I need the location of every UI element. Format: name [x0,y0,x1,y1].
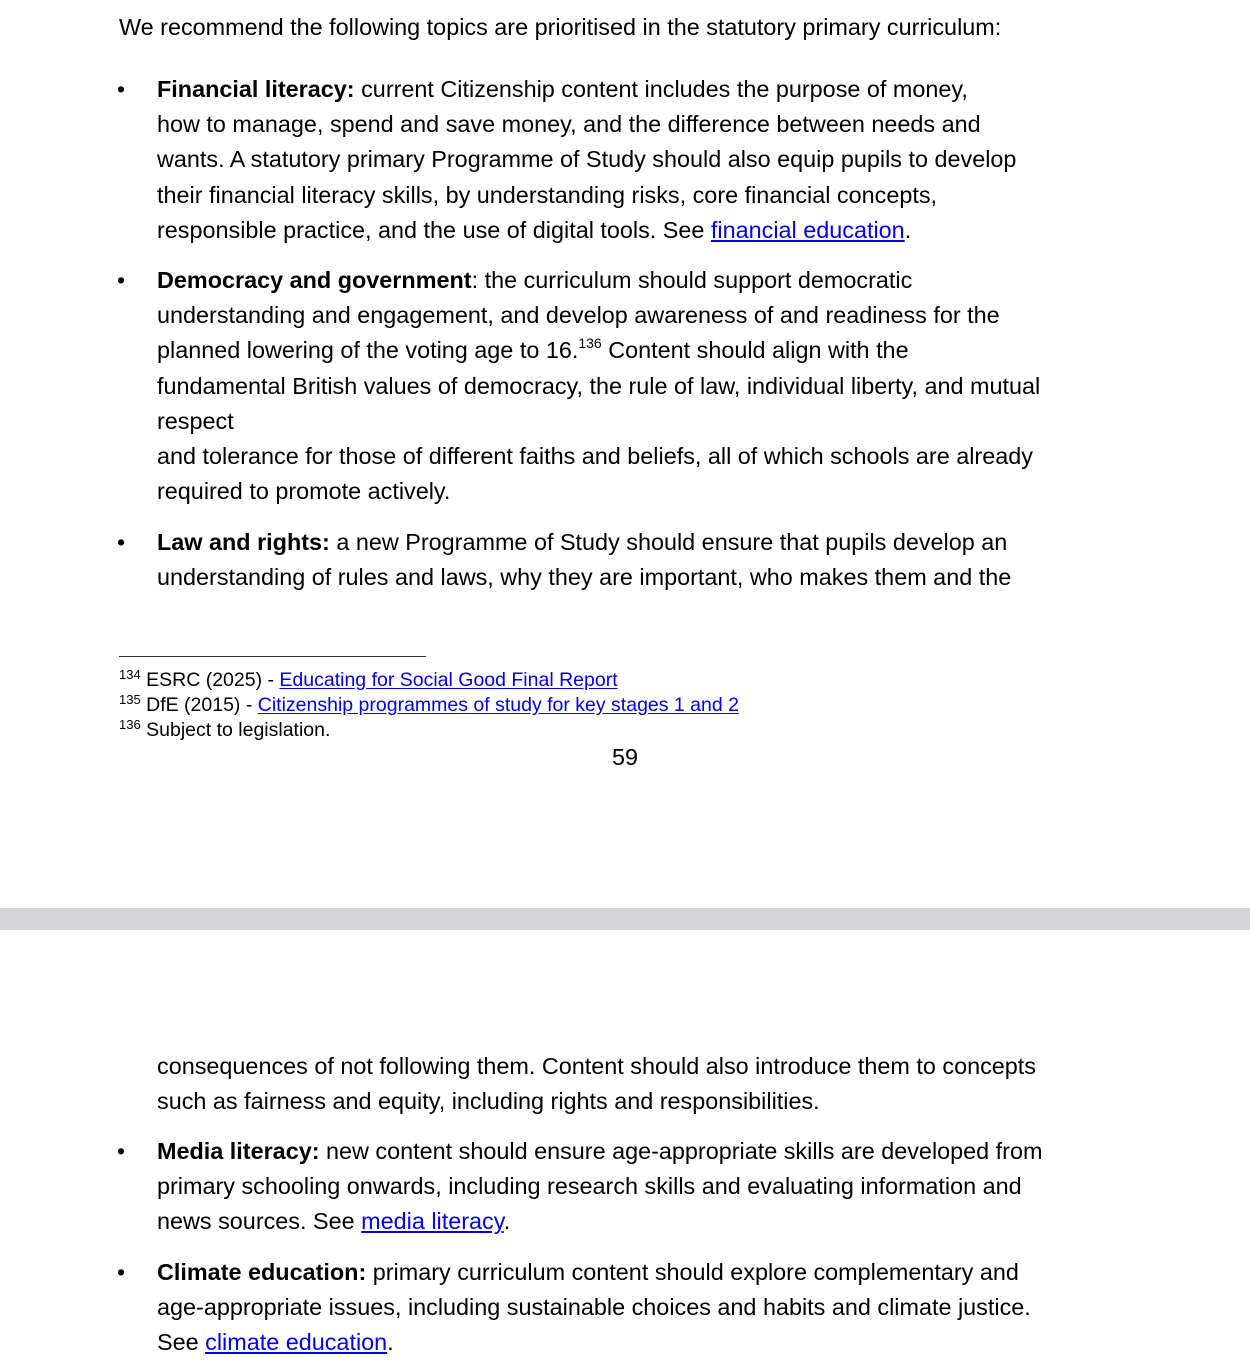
list-item-line: wants. A statutory primary Programme of Study should also equip pupils to develop [157,146,1017,173]
punctuation: . [904,216,912,243]
list-item-line [157,1134,1042,1169]
list-item-line [157,213,1016,248]
list-item-line: required to promote actively. [157,478,451,505]
list-item-line [157,72,1016,107]
item-heading: Law and rights: [157,529,330,555]
footnote-separator [119,656,426,657]
list-item-line: their financial literacy skills, by understanding risks, core financial concepts, [157,181,938,208]
intro-paragraph: We recommend the following topics are prioritised in the statutory primary curriculum: [119,14,1002,40]
footnote-number: 136 [119,717,141,732]
list-item-law-and-rights [157,525,1011,595]
list-item-law-and-rights-continued [157,1049,1036,1119]
item-heading: Democracy and government [157,267,472,293]
item-heading: Climate education: [157,1259,367,1285]
footnote-link-citizenship-programmes[interactable]: Citizenship programmes of study for key stages 1 and 2 [257,694,739,716]
list-item-line: how to manage, spend and save money, and the difference between needs and [157,111,981,138]
item-text: : the curriculum should support democratic [471,267,913,293]
list-item-media-literacy [157,1134,1042,1240]
item-text: See [157,1329,206,1356]
item-text: primary curriculum content should explore complementary and [366,1259,1019,1285]
list-item-line: respect [157,407,234,434]
list-item-line: understanding and engagement, and develop awareness of and readiness for the [157,302,1000,329]
item-text: current Citizenship content includes the purpose of money, [361,76,968,102]
list-item-line: age-appropriate issues, including sustainable choices and habits and climate justice. [157,1294,1031,1321]
list-item-line [157,1325,1031,1360]
footnote-number: 134 [119,667,141,682]
list-item-line: such as fairness and equity, including rights and responsibilities. [157,1088,820,1115]
climate-education-link[interactable]: climate education [205,1329,388,1356]
footnote-link-educating-for-social-good[interactable]: Educating for Social Good Final Report [279,669,618,691]
list-item-line: fundamental British values of democracy, the rule of law, individual liberty, and mutual [157,372,1041,399]
list-item-line: primary schooling onwards, including research skills and evaluating information and [157,1173,1022,1200]
bullet-marker: • [117,1138,126,1164]
footnote-text: ESRC (2025) - [146,669,280,691]
item-text: a new Programme of Study should ensure that pupils develop an [329,529,1008,555]
list-item-line: and tolerance for those of different faiths and beliefs, all of which schools are already [157,442,1033,469]
bullet-marker: • [117,1259,126,1285]
item-heading: Financial literacy: [157,76,355,102]
page-separator [0,908,1250,930]
footnote-text: Subject to legislation. [146,719,331,741]
footnote-text: DfE (2015) - [146,694,258,716]
item-text: planned lowering of the voting age to 16. [157,337,579,364]
list-item-climate-education [157,1255,1031,1361]
item-text: news sources. See [157,1208,362,1235]
media-literacy-link[interactable]: media literacy [361,1208,504,1235]
list-item-line [157,1255,1031,1290]
list-item-line: consequences of not following them. Content should also introduce them to concepts [157,1053,1036,1079]
item-heading: Media literacy: [157,1138,320,1164]
list-item-line [157,333,1040,368]
item-text: responsible practice, and the use of digital tools. See [157,216,711,243]
list-item-line: understanding of rules and laws, why they are important, who makes them and the [157,564,1012,591]
footnote-136 [119,718,739,743]
footnote-reference[interactable]: 136 [578,335,602,352]
item-text: new content should ensure age-appropriate skills are developed from [319,1138,1043,1164]
list-item-line [157,1204,1042,1239]
footnote-135 [119,693,739,718]
bullet-marker: • [117,529,126,555]
financial-education-link[interactable]: financial education [710,216,905,243]
footnotes [119,668,739,743]
punctuation: . [387,1329,394,1356]
footnote-134 [119,668,739,693]
bullet-marker: • [117,76,126,102]
punctuation: . [503,1208,511,1235]
list-item-line [157,263,1040,298]
page-number: 59 [611,744,639,770]
list-item-line [157,525,1011,560]
item-text: Content should align with the [601,337,909,364]
footnote-number: 135 [119,692,141,707]
bullet-marker: • [117,267,126,293]
list-item-financial-literacy [157,72,1016,248]
list-item-democracy-and-government [157,263,1040,509]
document-page-60 [0,930,1250,1370]
